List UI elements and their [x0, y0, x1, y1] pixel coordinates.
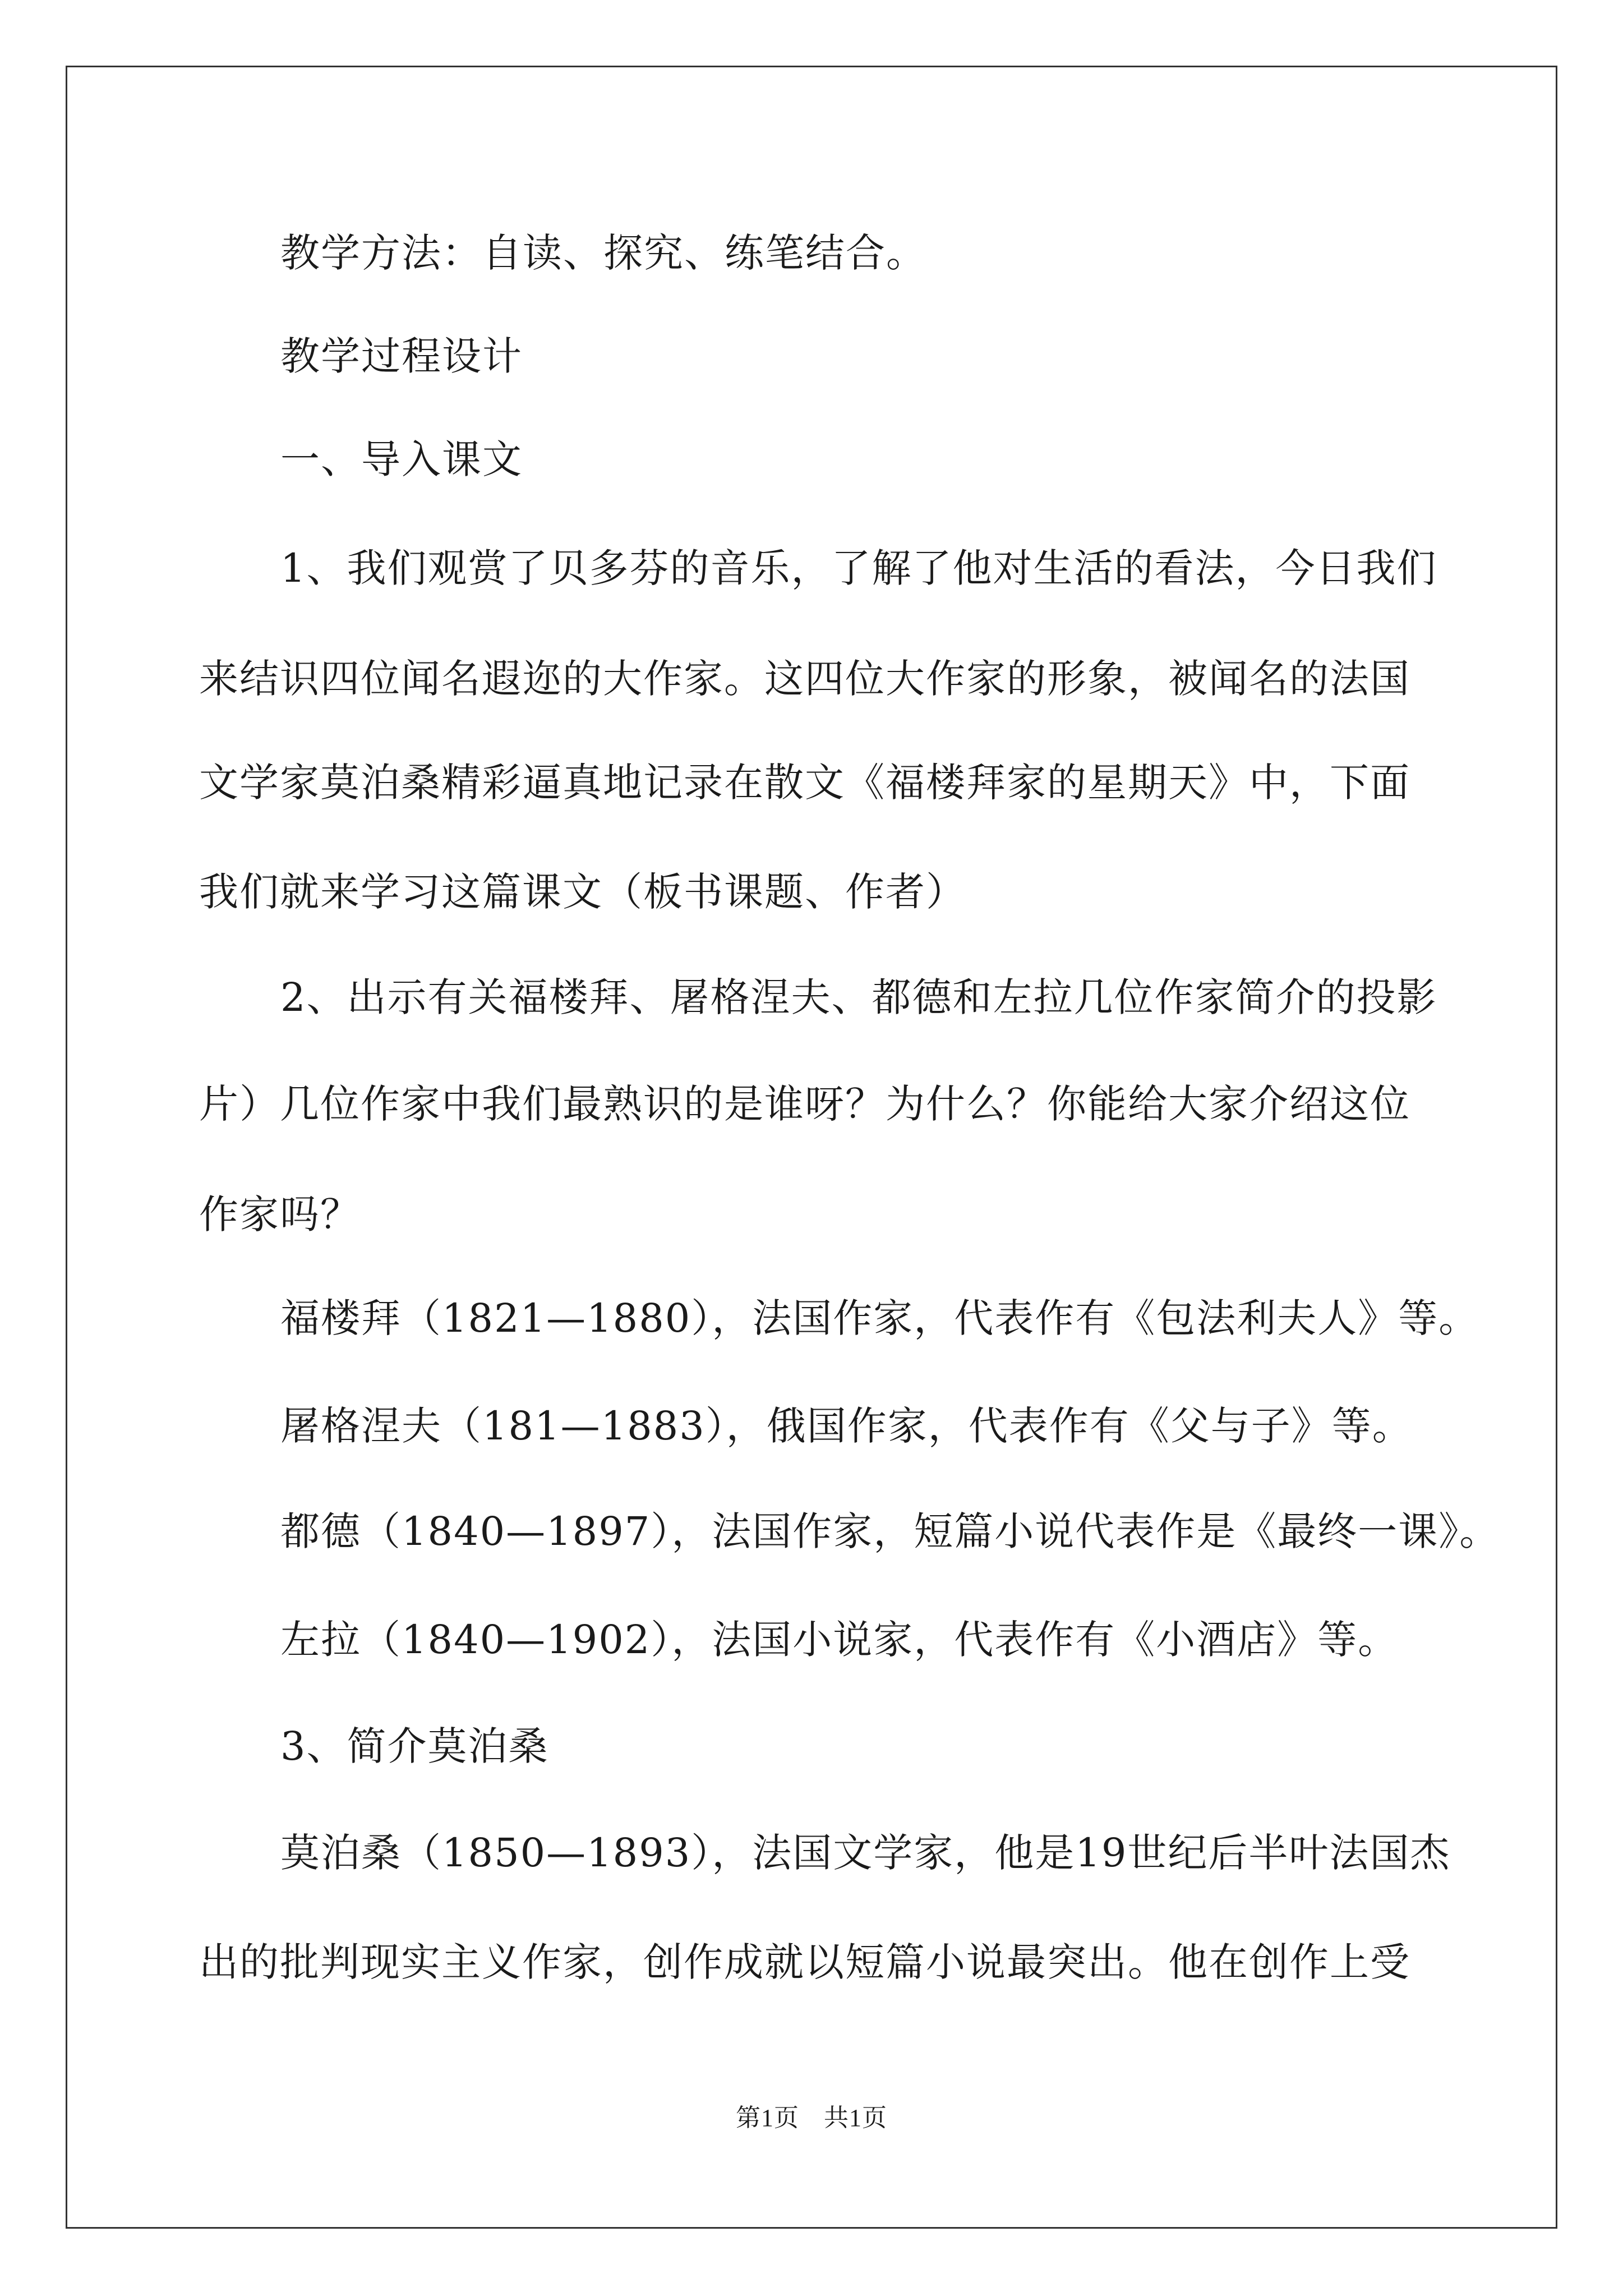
- text-line: 来结识四位闻名遐迩的大作家。这四位大作家的形象，被闻名的法国: [199, 656, 1410, 702]
- text-line-author-zola: 左拉（1840—1902），法国小说家，代表作有《小酒店》等。: [280, 1617, 1399, 1663]
- text-line-author-daudet: 都德（1840—1897），法国作家，短篇小说代表作是《最终一课》。: [280, 1508, 1500, 1554]
- text-line-author-turgenev: 屠格涅夫（181—1883），俄国作家，代表作有《父与子》等。: [280, 1403, 1413, 1449]
- text-line-maupassant-heading: 3、简介莫泊桑: [280, 1723, 549, 1769]
- text-line: 作家吗？: [199, 1191, 361, 1237]
- page-total: 共1页: [824, 2104, 887, 2132]
- text-line: 1、我们观赏了贝多芬的音乐，了解了他对生活的看法，今日我们: [280, 545, 1437, 591]
- text-line-author-flaubert: 福楼拜（1821—1880），法国作家，代表作有《包法利夫人》等。: [280, 1295, 1479, 1341]
- text-line: 2、出示有关福楼拜、屠格涅夫、都德和左拉几位作家简介的投影: [280, 974, 1437, 1020]
- text-line-teaching-method: 教学方法：自读、探究、练笔结合。: [280, 230, 926, 276]
- page-footer: [0, 2102, 1623, 2134]
- text-line-section-heading: 一、导入课文: [280, 436, 523, 482]
- page-border: [66, 66, 1557, 2229]
- text-line: 片）几位作家中我们最熟识的是谁呀？为什么？你能给大家介绍这位: [199, 1081, 1410, 1127]
- text-line: 出的批判现实主义作家，创作成就以短篇小说最突出。他在创作上受: [199, 1939, 1410, 1985]
- page-number: 第1页: [736, 2104, 799, 2132]
- text-line: 文学家莫泊桑精彩逼真地记录在散文《福楼拜家的星期天》中，下面: [199, 760, 1410, 806]
- text-line: 莫泊桑（1850—1893），法国文学家，他是19世纪后半叶法国杰: [280, 1830, 1451, 1876]
- text-line: 我们就来学习这篇课文（板书课题、作者）: [199, 869, 966, 915]
- text-line-process-heading: 教学过程设计: [280, 333, 523, 379]
